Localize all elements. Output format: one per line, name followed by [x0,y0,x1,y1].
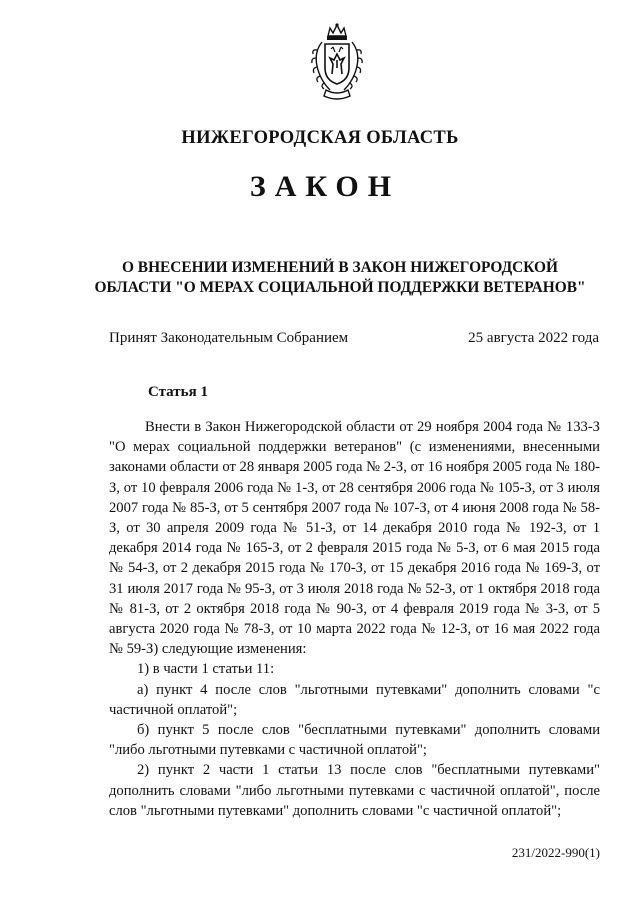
article-paragraph: Внести в Закон Нижегородской области от 29 ноября 2004 года № 133-З "О мерах социальной поддержки ветеранов" (с изменениями, внесенными законами области от 28 января 2005 года № 2-З, от 16 ноября 2005 года № 180-З, от 10 февраля 2006 года № 1-З, от 28 сентября 2006 года № 105-З, от 3 июля 2007 года № 85-З, от 5 сентября 2007 года № 107-З, от 4 июня 2008 года № 58-З, от 30 апреля 2009 года № 51-З, от 14 декабря 2010 года № 192-З, от 1 декабря 2014 года № 165-З, от 2 февраля 2015 года № 5-З, от 6 мая 2015 года № 54-З, от 2 декабря 2015 года № 170-З, от 15 декабря 2016 года № 169-З, от 31 июля 2017 года № 95-З, от 3 июля 2018 года № 52-З, от 1 октября 2018 года № 81-З, от 2 октября 2018 года № 90-З, от 4 февраля 2019 года № 3-З, от 5 августа 2020 года № 78-З, от 10 марта 2022 года № 12-З, от 16 мая 2022 года № 59-З) следующие изменения: [109,419,600,658]
article-paragraph: 1) в части 1 статьи 11: [137,661,275,678]
adoption-date: 25 августа 2022 года [468,330,599,346]
document-type: ЗАКОН [249,170,401,203]
adopted-by: Принят Законодательным Собранием [109,330,349,346]
article-paragraph: б) пункт 5 после слов "бесплатными путевками" дополнить словами "либо льготными путевками с частичной оплатой"; [109,722,600,759]
regional-coat-of-arms-icon [308,22,366,104]
document-code: 231/2022-990(1) [511,845,600,860]
article-body [109,417,600,821]
law-title [60,258,620,298]
law-title-line-1: О ВНЕСЕНИИ ИЗМЕНЕНИЙ В ЗАКОН НИЖЕГОРОДСКОЙ [121,259,558,276]
region-name: НИЖЕГОРОДСКАЯ ОБЛАСТЬ [181,128,459,148]
article-paragraph: 2) пункт 2 части 1 статьи 13 после слов "бесплатными путевками" дополнить словами "либо льготными путевками с частичной оплатой", после слов "льготными путевками" дополнить словами "с частичной оплатой"; [109,762,600,819]
article-heading: Статья 1 [148,384,208,400]
adoption-line [109,330,599,347]
law-title-line-2: ОБЛАСТИ "О МЕРАХ СОЦИАЛЬНОЙ ПОДДЕРЖКИ ВЕТЕРАНОВ" [94,279,586,296]
article-paragraph: а) пункт 4 после слов "льготными путевками" дополнить словами "с частичной оплатой"; [109,681,600,718]
